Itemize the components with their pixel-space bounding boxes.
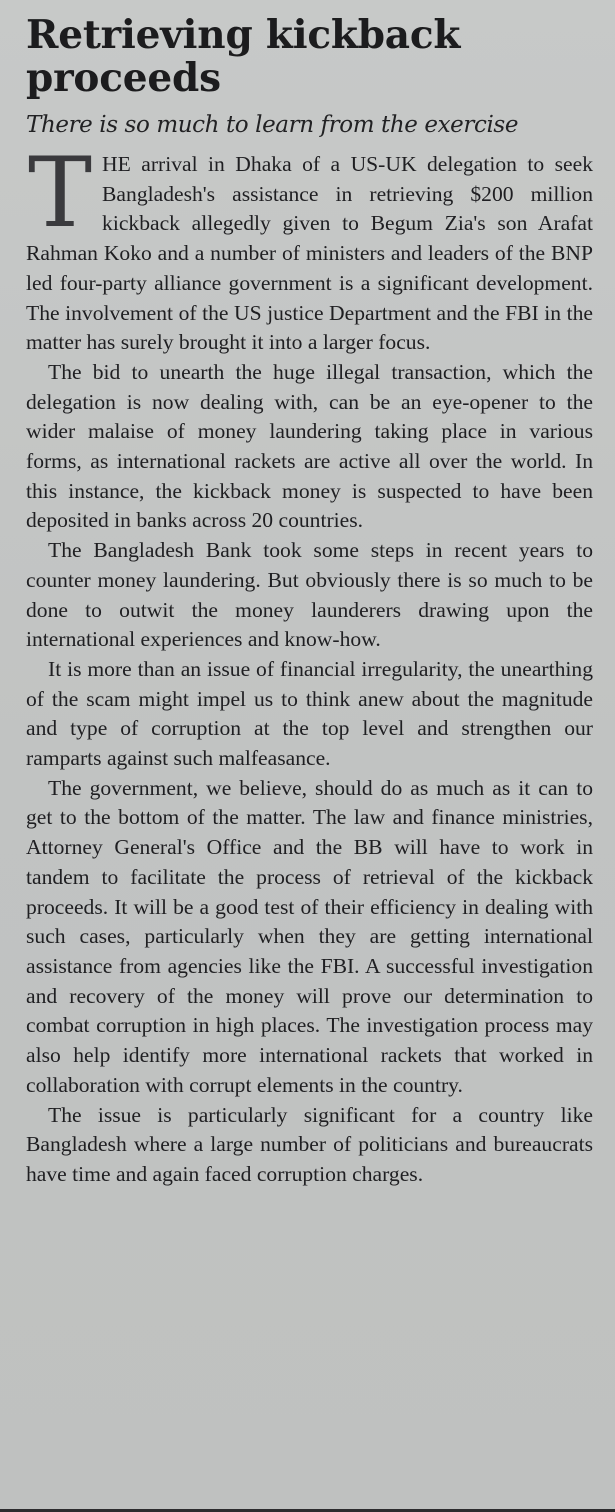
paragraph-1-text: HE arrival in Dhaka of a US-UK delegation to seek Bangladesh's assistance in retrieving $200 million kickback allegedly given to Begum Zia's son Arafat Rahman Koko and a number of ministers and leaders of the BNP led four-party alliance government is a significant development. The involvement of the US justice Department and the FBI in the matter has surely brought it into a larger focus. [26, 152, 593, 355]
paragraph-3: The Bangladesh Bank took some steps in recent years to counter money laundering. But obviously there is so much to be done to outwit the money launderers drawing upon the international experiences and know-how. [26, 538, 593, 652]
article-body [26, 137, 593, 1190]
subheadline: There is so much to learn from the exercise [26, 112, 519, 138]
paragraph-6: The issue is particularly significant for a country like Bangladesh where a large number of politicians and bureaucrats have time and again faced corruption charges. [26, 1102, 593, 1186]
paragraph-4: It is more than an issue of financial irregularity, the unearthing of the scam might impel us to think anew about the magnitude and type of corruption at the top level and strengthen our ramparts against such malfeasance. [26, 656, 593, 771]
drop-cap: T [28, 137, 93, 249]
paragraph-2: The bid to unearth the huge illegal transaction, which the delegation is now dealing with, can be an eye-opener to the wider malaise of money laundering taking place in various forms, as international rackets are active all over the world. In this instance, the kickback money is suspected to have been deposited in banks across 20 countries. [26, 359, 593, 533]
paragraph-1 [26, 137, 593, 358]
paragraph-5: The government, we believe, should do as much as it can to get to the bottom of the matter. The law and finance ministries, Attorney General's Office and the BB will have to work in tandem to facilitate the process of retrieval of the kickback proceeds. It will be a good test of their efficiency in dealing with such cases, particularly when they are getting international assistance from agencies like the FBI. A successful investigation and recovery of the money will prove our determination to combat corruption in high places. The investigation process may also help identify more international rackets that worked in collaboration with corrupt elements in the country. [26, 775, 593, 1097]
headline: Retrieving kickback proceeds [26, 12, 461, 101]
